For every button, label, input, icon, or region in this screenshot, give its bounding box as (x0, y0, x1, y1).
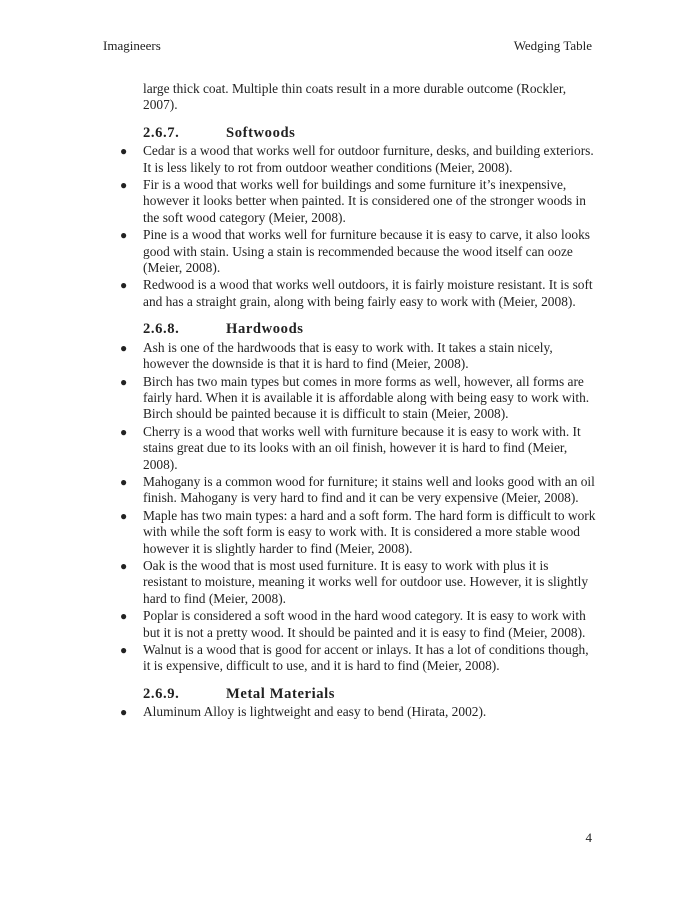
section-number: 2.6.7. (143, 124, 180, 141)
document-body (119, 81, 596, 722)
bullet-icon: ● (120, 228, 128, 243)
list-item (119, 340, 596, 373)
bullet-icon: ● (120, 424, 128, 439)
list-item-text: Fir is a wood that works well for buildings and some furniture it’s inexpensive, however it looks better when painted. It is considered one of the stronger woods in the soft wood category (Meier, 2008). (143, 177, 586, 225)
list-item (119, 558, 596, 607)
list-item (119, 374, 596, 423)
bullet-icon: ● (120, 643, 128, 657)
list-item (119, 642, 596, 675)
continued-paragraph: large thick coat. Multiple thin coats result in a more durable outcome (Rockler, 2007). (143, 81, 567, 113)
page-header (103, 38, 592, 58)
sections-container (119, 125, 596, 721)
bullet-list (119, 340, 596, 675)
list-item-text: Birch has two main types but comes in more forms as well, however, all forms are fairly hard. When it is available it is affordable along with being easy to work with. Birch should be painted because it is difficult to stain (Meier, 2008). (143, 373, 590, 422)
bullet-icon: ● (120, 508, 128, 523)
list-item (119, 177, 596, 226)
bullet-icon: ● (120, 144, 128, 159)
list-item (119, 143, 596, 176)
section-heading (143, 321, 596, 337)
bullet-icon: ● (120, 374, 128, 389)
section-title: Metal Materials (226, 685, 336, 702)
bullet-list (119, 143, 596, 310)
list-item-text: Ash is one of the hardwoods that is easy to work with. It takes a stain nicely, however the downside is that it is hard to find (Meier, 2008). (143, 339, 553, 372)
list-item-text: Redwood is a wood that works well outdoors, it is fairly moisture resistant. It is soft and has a straight grain, along with being fairly easy to work with (Meier, 2008). (143, 277, 593, 309)
bullet-icon: ● (120, 558, 128, 573)
list-item (119, 424, 596, 473)
section-title: Hardwoods (226, 321, 304, 338)
header-right: Wedging Table (513, 38, 592, 53)
header-left: Imagineers (103, 38, 161, 53)
bullet-icon: ● (120, 474, 128, 489)
list-item (119, 704, 596, 720)
bullet-icon: ● (120, 609, 128, 624)
section-heading (143, 125, 596, 141)
list-item (119, 508, 596, 557)
bullet-icon: ● (120, 705, 128, 720)
list-item-text: Cedar is a wood that works well for outdoor furniture, desks, and building exteriors. It is less likely to rot from outdoor weather conditions (Meier, 2008). (143, 143, 594, 175)
list-item-text: Poplar is considered a soft wood in the hard wood category. It is easy to work with but it is not a pretty wood. It should be painted and it is easy to find (Meier, 2008). (143, 608, 586, 640)
list-item-text: Maple has two main types: a hard and a soft form. The hard form is difficult to work with while the soft form is easy to work with. It is considered a more stable wood however it is slightly harder to find (Meier, 2008). (143, 507, 596, 556)
list-item-text: Aluminum Alloy is lightweight and easy to bend (Hirata, 2002). (143, 704, 487, 720)
bullet-list (119, 704, 596, 720)
list-item-text: Pine is a wood that works well for furniture because it is easy to carve, it also looks good with stain. Using a stain is recommended because the wood itself can ooze (Meier, 2008). (143, 227, 590, 276)
list-item (119, 277, 596, 310)
list-item-text: Oak is the wood that is most used furniture. It is easy to work with plus it is resistant to moisture, meaning it works well for outdoor use. However, it is slightly hard to find (Meier, 2008). (143, 557, 589, 606)
bullet-icon: ● (120, 340, 128, 355)
list-item (119, 608, 596, 641)
list-item-text: Cherry is a wood that works well with furniture because it is easy to work with. It stains great due to its looks with an oil finish, however it is hard to find (Meier, 2008). (143, 423, 581, 472)
list-item (119, 474, 596, 507)
section-number: 2.6.8. (143, 321, 180, 338)
section-heading (143, 686, 596, 702)
bullet-icon: ● (120, 178, 128, 193)
list-item (119, 227, 596, 276)
list-item-text: Walnut is a wood that is good for accent or inlays. It has a lot of conditions though, it is expensive, difficult to use, and it is hard to find (Meier, 2008). (143, 642, 589, 674)
section-number: 2.6.9. (143, 685, 180, 702)
page-number: 4 (585, 830, 592, 845)
section-title: Softwoods (226, 124, 296, 141)
list-item-text: Mahogany is a common wood for furniture; it stains well and looks good with an oil finish. Mahogany is very hard to find and it can be very expensive (Meier, 2008). (143, 473, 595, 506)
bullet-icon: ● (120, 278, 128, 293)
